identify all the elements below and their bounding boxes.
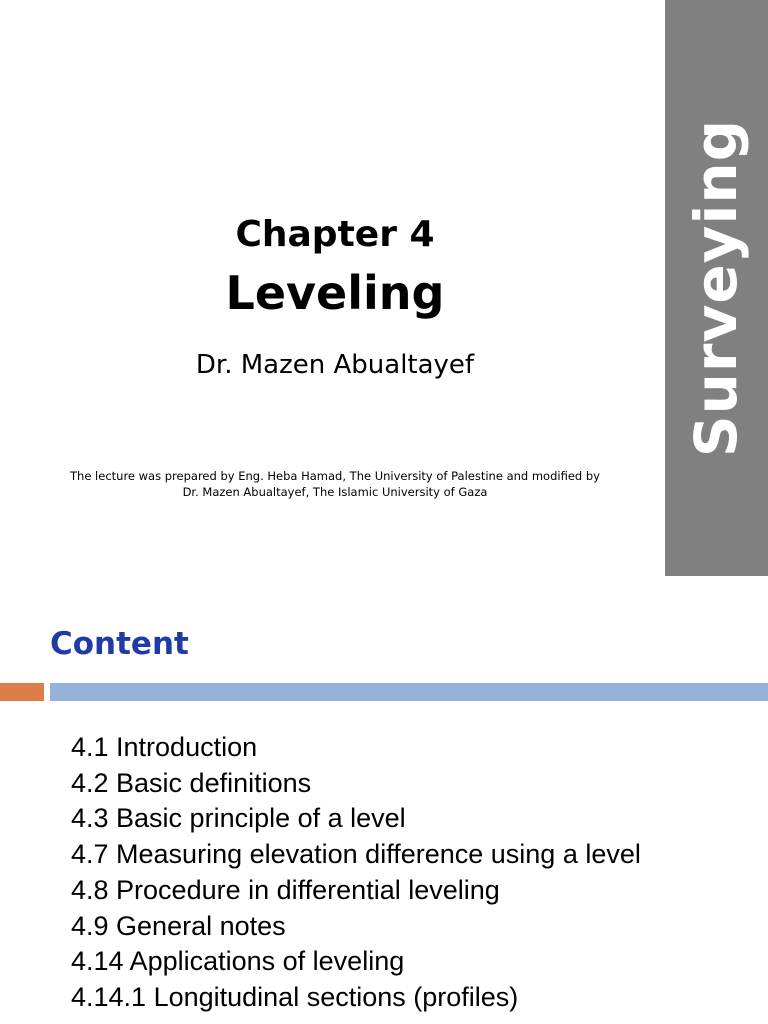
list-item: 4.1 Introduction [71, 732, 258, 762]
content-heading: Content [50, 626, 189, 662]
list-item: 4.3 Basic principle of a level [71, 803, 406, 834]
side-label: Surveying [682, 118, 750, 458]
credit-note [60, 468, 610, 500]
accent-bar-orange [0, 683, 44, 701]
list-item: 4.8 Procedure in differential leveling [71, 874, 500, 905]
content-list [71, 730, 641, 1016]
credit-line-1: The lecture was prepared by Eng. Heba Hamad, The University of Palestine and modified by [70, 469, 600, 483]
list-item: 4.14 Applications of leveling [71, 946, 405, 977]
chapter-number: Chapter 4 [235, 214, 435, 255]
credit-line-2: Dr. Mazen Abualtayef, The Islamic University of Gaza [182, 485, 488, 499]
author-name: Dr. Mazen Abualtayef [195, 350, 475, 380]
list-item: 4.9 General notes [71, 910, 286, 941]
chapter-title: Leveling [225, 266, 445, 320]
list-item: 4.14.1 Longitudinal sections (profiles) [71, 981, 519, 1012]
list-item: 4.2 Basic definitions [71, 767, 312, 798]
accent-bar-blue [50, 683, 768, 701]
list-item: 4.7 Measuring elevation difference using a level [71, 839, 641, 870]
